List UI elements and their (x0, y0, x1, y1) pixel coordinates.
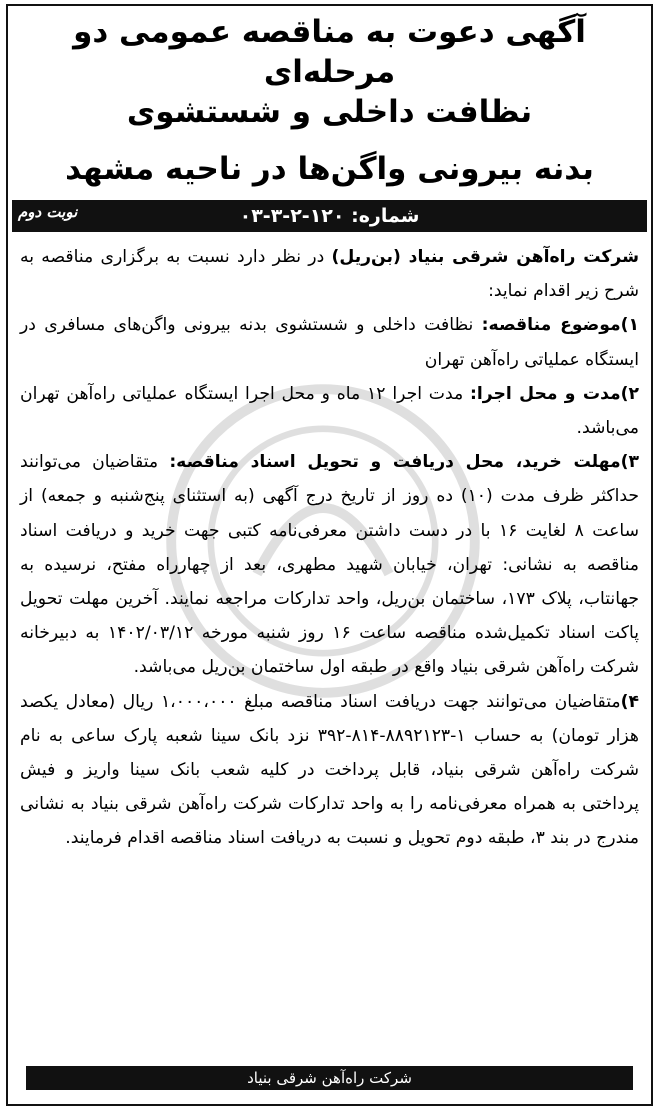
section-4-label: ۴) (620, 691, 639, 712)
intro-text: در نظر دارد نسبت به برگزاری مناقصه به شرح زیر اقدام نماید: (20, 247, 639, 302)
section-2 (20, 377, 639, 445)
number-bar (12, 200, 647, 232)
section-3-text: متقاضیان می‌توانند حداکثر ظرف مدت (۱۰) ده روز از تاریخ درج آگهی (به استثنای پنج‌شنبه و جمعه) از ساعت ۸ لغایت ۱۶ با در دست داشتن معرفی‌نامه کتبی جهت خرید و دریافت اسناد مناقصه به نشانی: تهران، خیابان شهید مطهری، بعد از چهارراه مفتح، نرسیده به جهانتاب، پلاک ۱۷۳، ساختمان بن‌ریل، واحد تدارکات مراجعه نمایند. آخرین مهلت تحویل پاکت اسناد تکمیل‌شده مناقصه ساعت ۱۶ روز شنبه مورخه ۱۴۰۲/۰۳/۱۲ به دبیرخانه شرکت راه‌آهن شرقی بنیاد واقع در طبقه اول ساختمان بن‌ریل می‌باشد. (20, 452, 640, 678)
section-1 (20, 308, 639, 376)
title-line-3: بدنه بیرونی واگن‌ها در ناحیه مشهد (65, 151, 594, 187)
title-line-2: نظافت داخلی و شستشوی (126, 94, 533, 130)
section-3 (20, 445, 639, 684)
section-1-label: ۱)موضوع مناقصه: (481, 315, 640, 336)
footer-company: شرکت راه‌آهن شرقی بنیاد (26, 1066, 633, 1090)
section-4 (20, 685, 639, 856)
title-line-1: آگهی دعوت به مناقصه عمومی دو مرحله‌ای (73, 14, 586, 90)
intro-paragraph (20, 240, 639, 308)
section-4-text: متقاضیان می‌توانند جهت دریافت اسناد مناقصه مبلغ ۱،۰۰۰،۰۰۰ ریال (معادل یکصد هزار تومان) به حساب ۱-۸۸۹۲۱۲۳-۸۱۴-۳۹۲ نزد بانک سینا شعبه پارک ساعی به نام شرکت راه‌آهن شرقی بنیاد، قابل پرداخت در کلیه شعب بانک سینا واریز و فیش پرداختی به همراه معرفی‌نامه را به واحد تدارکات شرکت راه‌آهن شرقی بنیاد به نشانی مندرج در بند ۳، طبقه دوم تحویل و نسبت به دریافت اسناد مناقصه اقدام فرمایند. (20, 691, 639, 849)
section-1-text: نظافت داخلی و شستشوی بدنه بیرونی واگن‌های مسافری در ایستگاه عملیاتی راه‌آهن تهران (20, 315, 639, 370)
intro-company: شرکت راه‌آهن شرقی بنیاد (بن‌ریل) (331, 247, 639, 267)
advertisement (6, 4, 653, 1106)
tender-number: شماره: ۱۲۰-۲-۳-۰۳ (239, 205, 420, 227)
notice-round-badge: نوبت دوم (18, 203, 78, 221)
section-2-label: ۲)مدت و محل اجرا: (470, 383, 640, 404)
section-3-label: ۳)مهلت خرید، محل دریافت و تحویل اسناد مناقصه: (169, 452, 640, 473)
ad-body (8, 232, 651, 856)
section-2-text: مدت اجرا ۱۲ ماه و محل اجرا ایستگاه عملیاتی راه‌آهن تهران می‌باشد. (20, 383, 639, 439)
